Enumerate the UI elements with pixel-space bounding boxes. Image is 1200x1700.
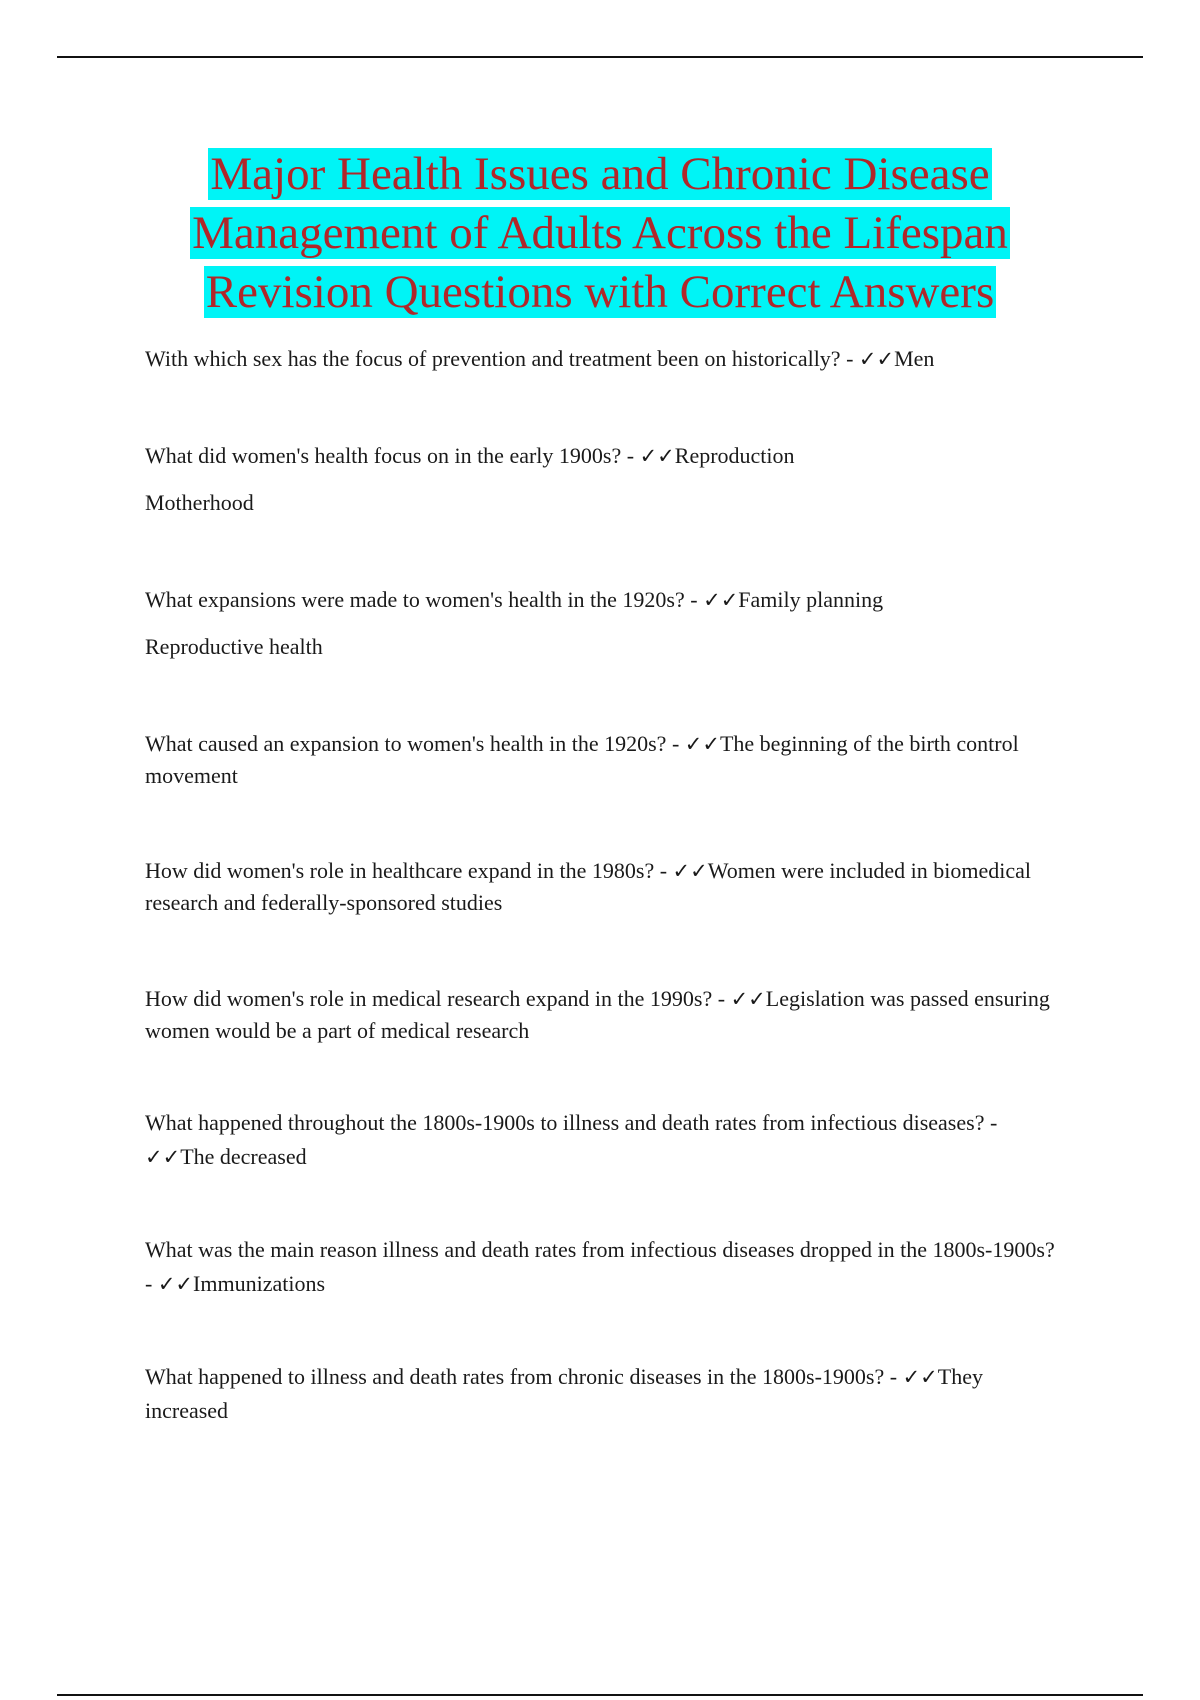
answer-text: Immunizations [193,1271,326,1296]
title-line-2: Management of Adults Across the Lifespan [192,207,1008,259]
answer-text: The beginning of the birth control movement [145,731,1019,788]
answer-text: Family planning [738,587,884,612]
qa-item: What caused an expansion to women's health in the 1920s? - ✓✓The beginning of the birth control movement [145,731,1019,788]
qa-item: What did women's health focus on in the early 1900s? - ✓✓Reproduction Motherhood [145,440,1065,518]
question-text: What was the main reason illness and death rates from infectious diseases dropped in the 1800s-1900s? [145,1237,1055,1262]
qa-item: What expansions were made to women's health in the 1920s? - ✓✓Family planning Reproductive health [145,584,1065,662]
answer-text: Women were included in biomedical research and federally-sponsored studies [145,858,1031,915]
qa-item: How did women's role in healthcare expand in the 1980s? - ✓✓Women were included in biomedical research and federally-sponsored studies [145,858,1031,915]
question-text: What happened to illness and death rates from chronic diseases in the 1800s-1900s? [145,1364,885,1389]
check-mark-icon: ✓✓ [145,1145,181,1169]
answer-extra: Reproductive health [145,634,323,659]
answer-text: The decreased [180,1144,307,1169]
check-mark-icon: ✓✓ [703,588,739,612]
title-line-3: Revision Questions with Correct Answers [205,266,995,318]
question-text: What happened throughout the 1800s-1900s to illness and death rates from infectious diseases? [145,1110,985,1135]
answer-text: They increased [145,1364,983,1423]
answer-text: Legislation was passed ensuring women would be a part of medical research [145,986,1050,1043]
qa-item: How did women's role in medical research expand in the 1990s? - ✓✓Legislation was passed ensuring women would be a part of medical research [145,986,1050,1043]
check-mark-icon: ✓✓ [684,732,720,756]
qa-item: What happened throughout the 1800s-1900s to illness and death rates from infectious diseases? - ✓✓The decreased [145,1110,998,1169]
top-rule [57,56,1143,58]
qa-item: What happened to illness and death rates from chronic diseases in the 1800s-1900s? - ✓✓They increased [145,1364,983,1423]
question-text: What expansions were made to women's health in the 1920s? [145,587,685,612]
check-mark-icon: ✓✓ [858,347,895,371]
bottom-rule [57,1694,1143,1696]
question-text: What caused an expansion to women's health in the 1920s? [145,731,667,756]
check-mark-icon: ✓✓ [639,444,675,468]
answer-extra: Motherhood [145,490,254,515]
question-text: With which sex has the focus of prevention and treatment been on historically? [145,346,841,371]
answer-text: Reproduction [674,443,795,468]
check-mark-icon: ✓✓ [902,1365,938,1389]
question-text: How did women's role in medical research expand in the 1990s? [145,986,713,1011]
question-text: What did women's health focus on in the early 1900s? [145,443,622,468]
title-line-1: Major Health Issues and Chronic Disease [210,148,990,200]
answer-text: Men [894,346,935,371]
qa-item: What was the main reason illness and death rates from infectious diseases dropped in the 1800s-1900s? - ✓✓Immunizations [145,1237,1055,1296]
check-mark-icon: ✓✓ [730,987,766,1011]
qa-item: With which sex has the focus of prevention and treatment been on historically? - ✓✓Men [145,346,935,371]
document-title [0,145,1200,322]
check-mark-icon: ✓✓ [672,859,708,883]
question-text: How did women's role in healthcare expand in the 1980s? [145,858,655,883]
check-mark-icon: ✓✓ [157,1272,194,1296]
